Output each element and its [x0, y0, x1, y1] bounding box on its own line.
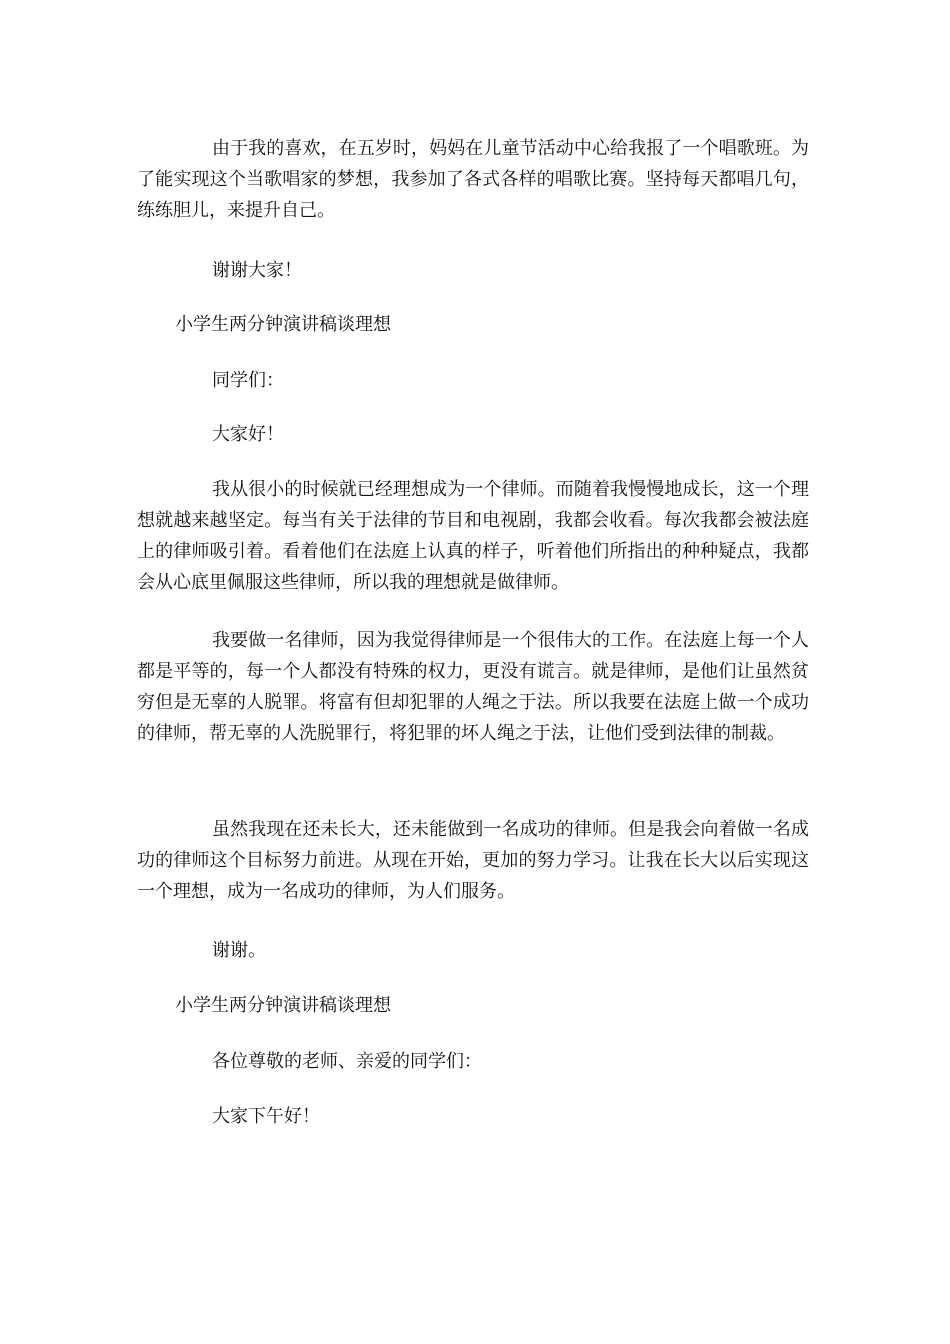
paragraph-why-lawyer: 我要做一名律师，因为我觉得律师是一个很伟大的工作。在法庭上每一个人都是平等的，每一个人都没有特殊的权力，更没有谎言。就是律师，是他们让虽然贫穷但是无辜的人脱罪。将富有但却犯罪的人绳之于法。所以我要在法庭上做一个成功的律师，帮无辜的人洗脱罪行，将犯罪的坏人绳之于法，让他们受到法律的制裁。	[137, 630, 809, 744]
paragraph-thanks: 谢谢。	[212, 940, 266, 961]
paragraph-thanks-everyone: 谢谢大家！	[212, 260, 302, 281]
paragraph-work-hard: 虽然我现在还未长大，还未能做到一名成功的律师。但是我会向着做一名成功的律师这个目标努力前进。从现在开始，更加的努力学习。让我在长大以后实现这一个理想，成为一名成功的律师，为人们服务。	[137, 819, 809, 902]
paragraph-dream-lawyer: 我从很小的时候就已经理想成为一个律师。而随着我慢慢地成长，这一个理想就越来越坚定。每当有关于法律的节目和电视剧，我都会收看。每次我都会被法庭上的律师吸引着。看着他们在法庭上认真的样子，听着他们所指出的种种疑点，我都会从心底里佩服这些律师，所以我的理想就是做律师。	[137, 479, 809, 593]
section-title-speech-2: 小学生两分钟演讲稿谈理想	[175, 995, 391, 1016]
paragraph-greeting-teachers: 各位尊敬的老师、亲爱的同学们：	[212, 1051, 482, 1072]
paragraph-greeting-classmates: 同学们：	[212, 370, 284, 391]
paragraph-good-afternoon: 大家下午好！	[212, 1106, 320, 1127]
paragraph-hello-everyone: 大家好！	[212, 424, 284, 445]
paragraph-singing-class: 由于我的喜欢，在五岁时，妈妈在儿童节活动中心给我报了一个唱歌班。为了能实现这个当歌唱家的梦想，我参加了各式各样的唱歌比赛。坚持每天都唱几句，练练胆儿，来提升自己。	[137, 138, 809, 221]
section-title-speech-1: 小学生两分钟演讲稿谈理想	[175, 314, 391, 335]
